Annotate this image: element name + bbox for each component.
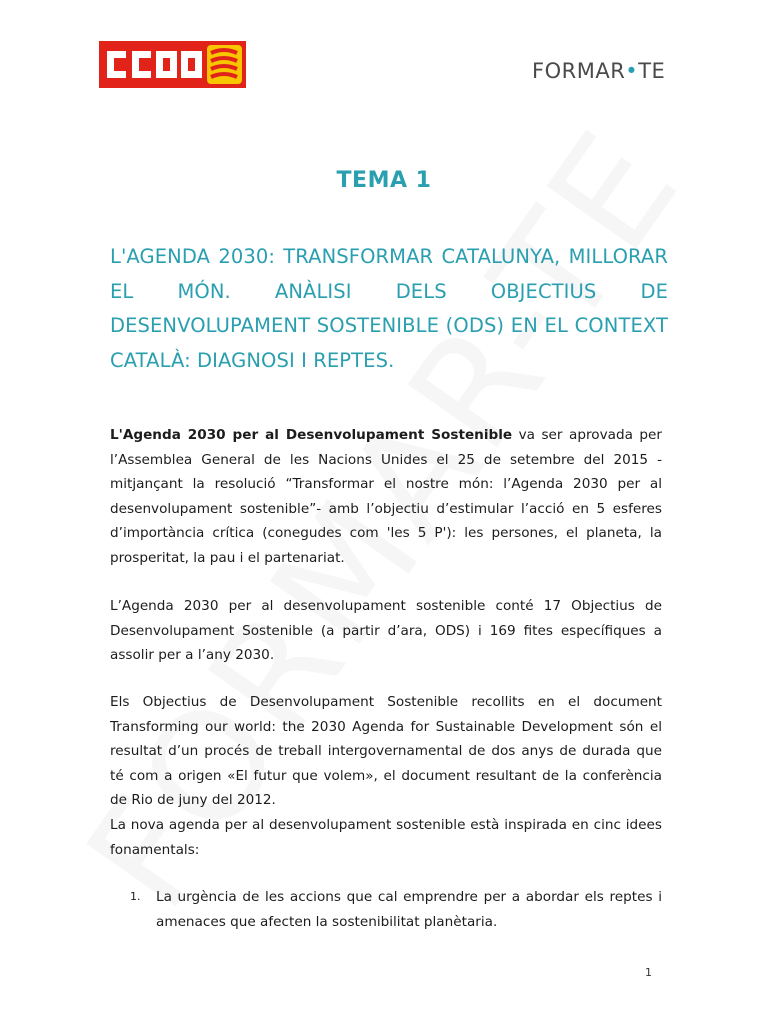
list-item-number: 1.: [130, 890, 141, 903]
formarte-logo: FORMAR•TE: [532, 59, 666, 83]
paragraph-1-bold: L'Agenda 2030 per al Desenvolupament Sostenible: [110, 427, 513, 443]
paragraph-3: Els Objectius de Desenvolupament Sostenible recollits en el document Transforming our world: the 2030 Agenda for Sustainable Development són el resultat d’un procés de treball intergovernamental de dos anys de durada que té com a origen «El futur que volem», el document resultant de la conferència de Rio de juny del 2012.: [110, 694, 662, 808]
list-item-text: La urgència de les accions que cal emprendre per a abordar els reptes i amenaces que afecten la sostenibilitat planètaria.: [156, 889, 662, 930]
chapter-subtitle: L'AGENDA 2030: TRANSFORMAR CATALUNYA, MILLORAR EL MÓN. ANÀLISI DELS OBJECTIUS DE DESENVOLUPAMENT SOSTENIBLE (ODS) EN EL CONTEXT CATALÀ: DIAGNOSI I REPTES.: [110, 245, 668, 372]
paragraph-4: La nova agenda per al desenvolupament sostenible està inspirada en cinc idees fonamentals:: [110, 817, 662, 858]
chapter-title: TEMA 1: [336, 168, 432, 193]
paragraph-1-text: va ser aprovada per l’Assemblea General de les Nacions Unides el 25 de setembre del 2015 - mitjançant la resolució “Transformar el nostre món: l’Agenda 2030 per al desenvolupament sostenible”- amb l’objectiu d’estimular l’acció en 5 esferes d’importància crítica (conegudes com 'les 5 P'): les persones, el planeta, la prosperitat, la pau i el partenariat.: [110, 427, 662, 566]
paragraph-1: [110, 423, 662, 570]
page-number: 1: [645, 966, 652, 979]
paragraph-2: L’Agenda 2030 per al desenvolupament sostenible conté 17 Objectius de Desenvolupament Sostenible (a partir d’ara, ODS) i 169 fites específiques a assolir per a l’any 2030.: [110, 598, 662, 663]
ccoo-logo: [99, 41, 246, 88]
